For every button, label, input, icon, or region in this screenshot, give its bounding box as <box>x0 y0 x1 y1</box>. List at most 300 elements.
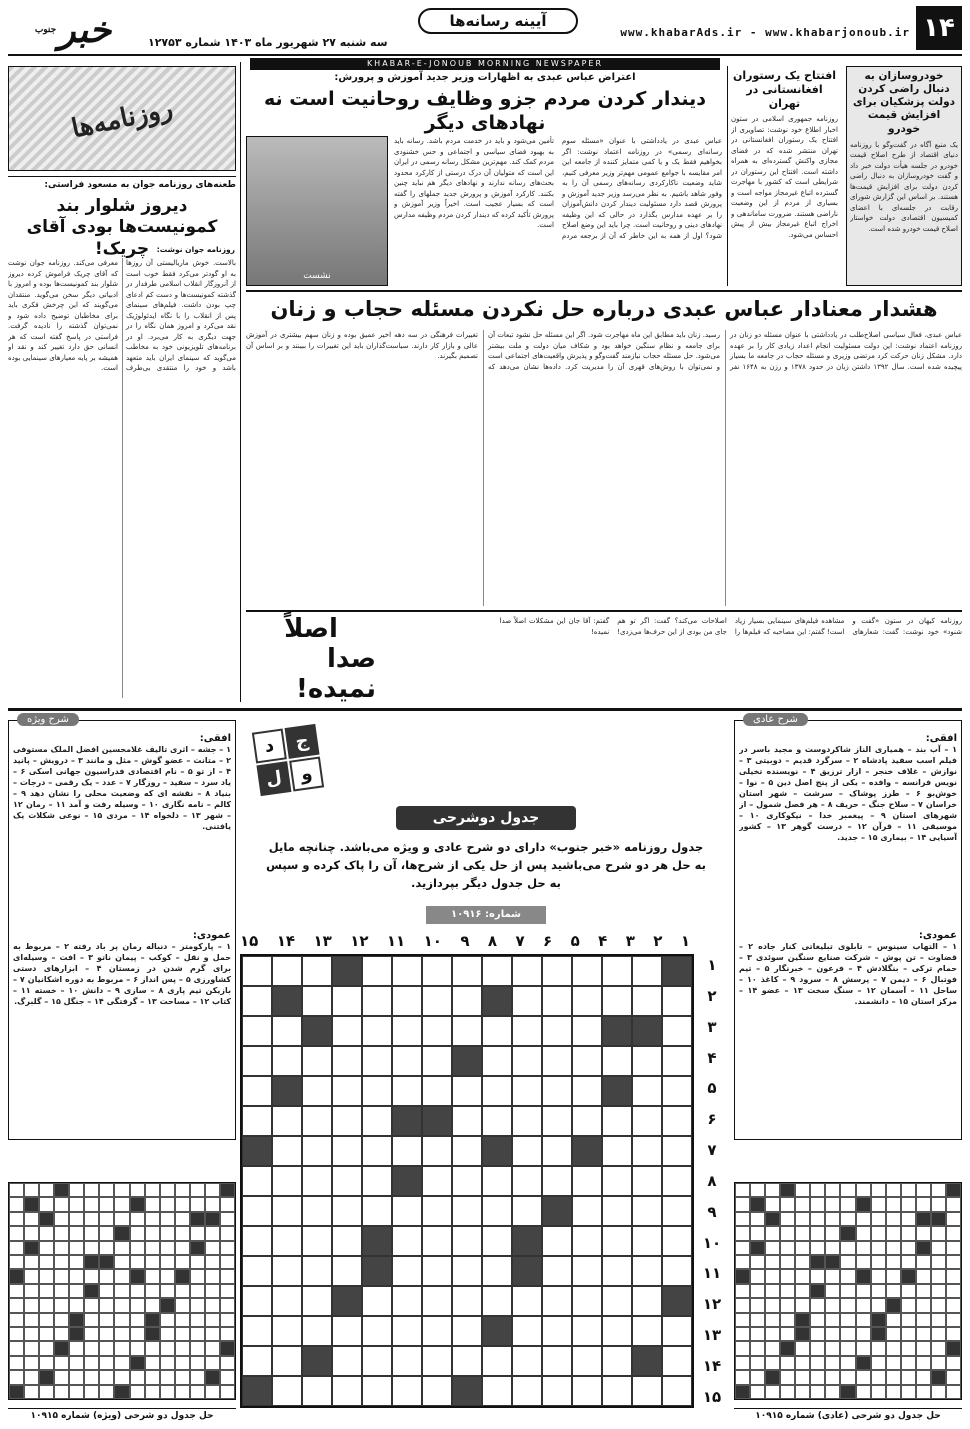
solution-cell <box>901 1241 916 1255</box>
grid-cell[interactable] <box>542 1286 572 1316</box>
grid-cell[interactable] <box>512 1196 542 1226</box>
grid-cell[interactable] <box>482 956 512 986</box>
grid-cell[interactable] <box>542 956 572 986</box>
grid-cell[interactable] <box>332 1226 362 1256</box>
grid-cell[interactable] <box>332 1316 362 1346</box>
grid-cell[interactable] <box>452 1376 482 1406</box>
grid-cell[interactable] <box>242 1196 272 1226</box>
grid-cell[interactable] <box>332 1196 362 1226</box>
grid-cell[interactable] <box>572 1106 602 1136</box>
grid-cell[interactable] <box>452 1166 482 1196</box>
grid-cell[interactable] <box>662 1316 692 1346</box>
solution-cell <box>765 1313 780 1327</box>
grid-cell[interactable] <box>362 1316 392 1346</box>
grid-cell[interactable] <box>602 1106 632 1136</box>
grid-cell[interactable] <box>452 956 482 986</box>
grid-cell[interactable] <box>572 1226 602 1256</box>
solution-cell <box>190 1197 205 1211</box>
solution-cell <box>54 1197 69 1211</box>
grid-cell[interactable] <box>272 1076 302 1106</box>
grid-cell[interactable] <box>632 1136 662 1166</box>
crossword-grid[interactable] <box>240 954 694 1408</box>
solution-cell <box>825 1226 840 1240</box>
grid-cell[interactable] <box>632 1106 662 1136</box>
grid-cell[interactable] <box>602 986 632 1016</box>
grid-cell[interactable] <box>422 1346 452 1376</box>
grid-cell[interactable] <box>632 1286 662 1316</box>
solution-cell <box>54 1226 69 1240</box>
solution-cell <box>39 1197 54 1211</box>
grid-cell[interactable] <box>632 956 662 986</box>
grid-cell[interactable] <box>332 1076 362 1106</box>
grid-cell[interactable] <box>242 1256 272 1286</box>
normal-h-title: افقی: <box>925 733 957 744</box>
grid-cell[interactable] <box>662 1346 692 1376</box>
grid-cell[interactable] <box>242 1346 272 1376</box>
grid-cell[interactable] <box>662 1046 692 1076</box>
grid-cell[interactable] <box>542 1346 572 1376</box>
grid-cell[interactable] <box>572 1256 602 1286</box>
grid-cell[interactable] <box>482 1316 512 1346</box>
grid-cell[interactable] <box>272 1166 302 1196</box>
grid-cell[interactable] <box>632 1016 662 1046</box>
grid-cell[interactable] <box>422 1016 452 1046</box>
grid-cell[interactable] <box>632 1376 662 1406</box>
solution-cell <box>160 1313 175 1327</box>
restaurant-body: روزنامه جمهوری اسلامی در ستون اخبار اطلاع خود نوشت: تصاویری از افتتاح یک رستوران افغانستانی در تهران منتشر شده که در فضای مجازی واکنش گسترده‌ای به همراه داشته است. افتتاح این رستوران در شرایطی است که کشور با مهاجرت گسترده اتباع غیرمجاز مواجه است و بسیاری از مردم از این وضعیت ناراضی هستند. ضرورت ساماندهی و اخراج اتباع غیرمجاز بیش از پیش احساس می‌شود. <box>731 115 838 239</box>
grid-cell[interactable] <box>242 1376 272 1406</box>
grid-cell[interactable] <box>302 1016 332 1046</box>
grid-cell[interactable] <box>362 956 392 986</box>
grid-cell[interactable] <box>632 1256 662 1286</box>
grid-cell[interactable] <box>512 1046 542 1076</box>
solution-cell <box>886 1370 901 1384</box>
main-body: عباس عبدی در یادداشتی با عنوان «مسئله سوم رسانه‌ای رسمی» در روزنامه اعتماد نوشت: اگر بخواهیم فقط یک و یا کمی متمایز کننده از جامعه این امر مقایسه با جوامع عمومی مهم‌تر وزیر معرفی کنیم، شاید وضعیت ناکارکردی رسانه‌های رسمی آن را به وفور شاهد باشیم. به نظر می‌رسد وزیر جدید آموزش و پرورش قصد دارد مسئولیت دیندار کردن دانش‌آموزان را بر عهده مدارس بگذارد در حالی که این وظیفه نهادهای دینی و روحانیت است. چرا باید این وضع اصلاح شود؟ اول از همه به این خاطر که آن از برجعه مردم تأمین می‌شود و باید در خدمت مردم باشد. رسانه باید به بهبود فضای سیاسی و اجتماعی و حس خشنودی مردم کمک کند. مهم‌ترین مشکل رسانه رسمی در ایران این است که متولیان آن درک درستی از کارکرد محدود بحث‌های رسانه ندارند و نهادهای دیگر هم نباید چنین بکنند. کارکرد آموزش و پرورش جدید جملهای را گفته است که بسیار عجیب است. اخیراً وزیر آموزش و پرورش تأکید کرده که دیندار کردن مردم وظیفه مدارس است. <box>394 137 722 240</box>
grid-cell[interactable] <box>392 1106 422 1136</box>
grid-cell[interactable] <box>662 1226 692 1256</box>
grid-cell[interactable] <box>602 1046 632 1076</box>
solution-cell <box>765 1269 780 1283</box>
grid-cell[interactable] <box>242 1316 272 1346</box>
solution-cell <box>931 1341 946 1355</box>
grid-cell[interactable] <box>662 1076 692 1106</box>
grid-cell[interactable] <box>482 1346 512 1376</box>
grid-cell[interactable] <box>602 1166 632 1196</box>
grid-cell[interactable] <box>272 1106 302 1136</box>
grid-cell[interactable] <box>332 1376 362 1406</box>
grid-cell[interactable] <box>272 1136 302 1166</box>
grid-cell[interactable] <box>542 1256 572 1286</box>
grid-cell[interactable] <box>512 956 542 986</box>
solution-cell <box>69 1241 84 1255</box>
grid-cell[interactable] <box>542 986 572 1016</box>
grid-cell[interactable] <box>362 1106 392 1136</box>
solution-cell <box>946 1183 961 1197</box>
grid-cell[interactable] <box>452 1196 482 1226</box>
row-num: ۴ <box>707 1048 717 1067</box>
solution-cell <box>795 1341 810 1355</box>
grid-cell[interactable] <box>302 1226 332 1256</box>
grid-cell[interactable] <box>452 1046 482 1076</box>
grid-cell[interactable] <box>272 956 302 986</box>
grid-cell[interactable] <box>662 956 692 986</box>
grid-cell[interactable] <box>542 1376 572 1406</box>
grid-cell[interactable] <box>482 1106 512 1136</box>
grid-cell[interactable] <box>452 1286 482 1316</box>
solution-cell <box>871 1255 886 1269</box>
grid-cell[interactable] <box>302 1316 332 1346</box>
grid-cell[interactable] <box>392 986 422 1016</box>
solution-grid-normal <box>734 1182 962 1400</box>
solution-cell <box>810 1212 825 1226</box>
column-numbers <box>240 932 690 950</box>
grid-cell[interactable] <box>632 1046 662 1076</box>
solution-cell <box>780 1385 795 1399</box>
grid-cell[interactable] <box>512 1076 542 1106</box>
grid-cell[interactable] <box>602 1316 632 1346</box>
grid-cell[interactable] <box>272 1376 302 1406</box>
grid-cell[interactable] <box>422 1286 452 1316</box>
grid-cell[interactable] <box>452 1016 482 1046</box>
grid-cell[interactable] <box>362 1286 392 1316</box>
grid-cell[interactable] <box>422 1256 452 1286</box>
warning-body: عباس عبدی، فعال سیاسی اصلاح‌طلب در یادداشتی با عنوان مسئله دو زنان در روزنامه اعتماد نوشت: این دولت مسئولیت انجام اعداد زیادی کار را بر عهده دارد. مشکل زنان حرکت کرد مرتضی وزیری و مسئله حجاب در جامعه ما بسیار پیچیده شده است. سال ۱۳۹۲ داشتن زبان در حدود ۱۳۷۸ و رزن به ۱۶۴۸ نفر رسید. زنان باید مطابق این ماه مهاجرت شود. اگر این مسئله حل نشود تبعات آن برای جامعه و نظام سنگین خواهد بود و شکاف میان دولت و ملت بیشتر می‌شود. حل مسئله حجاب نیازمند گفت‌وگو و پذیرش واقعیت‌های اجتماعی است و نمی‌توان با روش‌های قهری آن را مدیریت کرد. داده‌ها نشان می‌دهد که تغییرات فرهنگی در سه دهه اخیر عمیق بوده و زنان سهم بیشتری در آموزش عالی و بازار کار دارند. سیاست‌گذاران باید این تغییرات را ببینند و بر اساس آن تصمیم بگیرند. <box>246 331 962 371</box>
grid-cell[interactable] <box>362 986 392 1016</box>
grid-cell[interactable] <box>602 1196 632 1226</box>
grid-cell[interactable] <box>422 1136 452 1166</box>
grid-cell[interactable] <box>362 1136 392 1166</box>
grid-cell[interactable] <box>542 1166 572 1196</box>
grid-cell[interactable] <box>572 1316 602 1346</box>
solution-cell <box>916 1356 931 1370</box>
solution-cell <box>735 1356 750 1370</box>
grid-cell[interactable] <box>542 1046 572 1076</box>
grid-cell[interactable] <box>242 1106 272 1136</box>
grid-cell[interactable] <box>542 1106 572 1136</box>
grid-cell[interactable] <box>512 1226 542 1256</box>
solution-cell <box>39 1313 54 1327</box>
grid-cell[interactable] <box>332 1136 362 1166</box>
solution-cell <box>765 1356 780 1370</box>
grid-cell[interactable] <box>242 1226 272 1256</box>
solution-cell <box>9 1356 24 1370</box>
grid-cell[interactable] <box>392 1136 422 1166</box>
grid-cell[interactable] <box>422 1316 452 1346</box>
grid-cell[interactable] <box>422 956 452 986</box>
grid-cell[interactable] <box>632 1076 662 1106</box>
solution-cell <box>856 1197 871 1211</box>
grid-cell[interactable] <box>242 1046 272 1076</box>
solution-cell <box>871 1298 886 1312</box>
grid-cell[interactable] <box>572 986 602 1016</box>
grid-cell[interactable] <box>662 1106 692 1136</box>
grid-cell[interactable] <box>602 1136 632 1166</box>
grid-cell[interactable] <box>362 1076 392 1106</box>
grid-cell[interactable] <box>422 1376 452 1406</box>
grid-cell[interactable] <box>662 1016 692 1046</box>
solution-cell <box>220 1298 235 1312</box>
solution-cell <box>24 1327 39 1341</box>
solution-cell <box>9 1284 24 1298</box>
solution-cell <box>145 1313 160 1327</box>
grid-cell[interactable] <box>272 1316 302 1346</box>
grid-cell[interactable] <box>422 1076 452 1106</box>
grid-cell[interactable] <box>332 986 362 1016</box>
solution-cell <box>175 1385 190 1399</box>
grid-cell[interactable] <box>662 986 692 1016</box>
grid-cell[interactable] <box>512 1136 542 1166</box>
grid-cell[interactable] <box>602 1016 632 1046</box>
grid-cell[interactable] <box>332 1256 362 1286</box>
grid-cell[interactable] <box>632 986 662 1016</box>
grid-cell[interactable] <box>482 1256 512 1286</box>
solution-cell <box>886 1212 901 1226</box>
grid-cell[interactable] <box>242 1016 272 1046</box>
grid-cell[interactable] <box>572 1196 602 1226</box>
solution-cell <box>750 1241 765 1255</box>
grid-cell[interactable] <box>302 1256 332 1286</box>
grid-cell[interactable] <box>302 1376 332 1406</box>
grid-cell[interactable] <box>452 1316 482 1346</box>
grid-cell[interactable] <box>542 1136 572 1166</box>
grid-cell[interactable] <box>602 1346 632 1376</box>
grid-cell[interactable] <box>392 1046 422 1076</box>
grid-cell[interactable] <box>302 1136 332 1166</box>
solution-cell <box>99 1255 114 1269</box>
grid-cell[interactable] <box>632 1316 662 1346</box>
grid-cell[interactable] <box>422 1166 452 1196</box>
grid-cell[interactable] <box>362 1196 392 1226</box>
grid-cell[interactable] <box>362 1046 392 1076</box>
grid-cell[interactable] <box>512 1166 542 1196</box>
solution-cell <box>84 1212 99 1226</box>
solution-cell <box>99 1385 114 1399</box>
grid-cell[interactable] <box>302 1166 332 1196</box>
newspapers-photo-caption: روزنامه‌ها <box>68 93 176 144</box>
grid-cell[interactable] <box>272 1256 302 1286</box>
grid-cell[interactable] <box>482 1286 512 1316</box>
solution-cell <box>160 1341 175 1355</box>
grid-cell[interactable] <box>392 1256 422 1286</box>
grid-cell[interactable] <box>302 956 332 986</box>
grid-cell[interactable] <box>452 986 482 1016</box>
grid-cell[interactable] <box>572 1076 602 1106</box>
col-num: ۱۱ <box>386 932 406 950</box>
solution-cell <box>190 1255 205 1269</box>
grid-cell[interactable] <box>602 1256 632 1286</box>
grid-cell[interactable] <box>572 1286 602 1316</box>
solution-cell <box>886 1197 901 1211</box>
grid-cell[interactable] <box>242 956 272 986</box>
grid-cell[interactable] <box>632 1226 662 1256</box>
grid-cell[interactable] <box>662 1286 692 1316</box>
grid-cell[interactable] <box>632 1166 662 1196</box>
solution-cell <box>175 1183 190 1197</box>
grid-cell[interactable] <box>662 1196 692 1226</box>
grid-cell[interactable] <box>602 1286 632 1316</box>
solution-cell <box>130 1241 145 1255</box>
grid-cell[interactable] <box>482 1226 512 1256</box>
grid-cell[interactable] <box>512 1346 542 1376</box>
grid-cell[interactable] <box>392 1076 422 1106</box>
col-num: ۶ <box>543 932 553 950</box>
grid-cell[interactable] <box>272 1016 302 1046</box>
solution-cell <box>205 1269 220 1283</box>
solution-cell <box>69 1284 84 1298</box>
grid-cell[interactable] <box>242 1076 272 1106</box>
grid-cell[interactable] <box>392 1346 422 1376</box>
grid-cell[interactable] <box>392 1166 422 1196</box>
grid-cell[interactable] <box>482 986 512 1016</box>
grid-cell[interactable] <box>302 1346 332 1376</box>
logo-sub: جنوب <box>34 25 57 35</box>
grid-cell[interactable] <box>482 1016 512 1046</box>
grid-cell[interactable] <box>512 1016 542 1046</box>
grid-cell[interactable] <box>422 1106 452 1136</box>
solution-cell <box>9 1241 24 1255</box>
solution-cell <box>54 1269 69 1283</box>
grid-cell[interactable] <box>662 1166 692 1196</box>
solution-cell <box>54 1341 69 1355</box>
grid-cell[interactable] <box>302 986 332 1016</box>
grid-cell[interactable] <box>272 1046 302 1076</box>
grid-cell[interactable] <box>392 1316 422 1346</box>
grid-cell[interactable] <box>452 1106 482 1136</box>
grid-cell[interactable] <box>572 1166 602 1196</box>
grid-cell[interactable] <box>332 956 362 986</box>
solution-cell <box>750 1370 765 1384</box>
grid-cell[interactable] <box>392 1226 422 1256</box>
grid-cell[interactable] <box>662 1376 692 1406</box>
grid-cell[interactable] <box>452 1226 482 1256</box>
solution-cell <box>765 1298 780 1312</box>
solution-cell <box>856 1327 871 1341</box>
grid-cell[interactable] <box>572 1016 602 1046</box>
grid-cell[interactable] <box>392 1376 422 1406</box>
grid-cell[interactable] <box>572 1346 602 1376</box>
grid-cell[interactable] <box>302 1046 332 1076</box>
grid-cell[interactable] <box>512 1286 542 1316</box>
grid-cell[interactable] <box>272 1346 302 1376</box>
grid-cell[interactable] <box>602 1076 632 1106</box>
grid-cell[interactable] <box>572 956 602 986</box>
grid-cell[interactable] <box>242 1136 272 1166</box>
grid-cell[interactable] <box>302 1196 332 1226</box>
grid-cell[interactable] <box>482 1076 512 1106</box>
grid-cell[interactable] <box>392 1196 422 1226</box>
grid-cell[interactable] <box>332 1016 362 1046</box>
grid-cell[interactable] <box>392 1016 422 1046</box>
grid-cell[interactable] <box>362 1376 392 1406</box>
grid-cell[interactable] <box>542 1316 572 1346</box>
grid-cell[interactable] <box>542 1196 572 1226</box>
row-num: ۷ <box>707 1141 717 1160</box>
grid-cell[interactable] <box>362 1166 392 1196</box>
grid-cell[interactable] <box>422 1226 452 1256</box>
grid-cell[interactable] <box>332 1286 362 1316</box>
grid-cell[interactable] <box>632 1196 662 1226</box>
grid-cell[interactable] <box>302 1106 332 1136</box>
grid-cell[interactable] <box>422 986 452 1016</box>
grid-cell[interactable] <box>272 1226 302 1256</box>
grid-cell[interactable] <box>602 956 632 986</box>
solution-cell <box>114 1269 129 1283</box>
grid-cell[interactable] <box>602 1226 632 1256</box>
grid-cell[interactable] <box>272 1196 302 1226</box>
grid-cell[interactable] <box>512 1316 542 1346</box>
grid-cell[interactable] <box>452 1076 482 1106</box>
grid-cell[interactable] <box>422 1046 452 1076</box>
grid-cell[interactable] <box>452 1346 482 1376</box>
solution-cell <box>175 1241 190 1255</box>
grid-cell[interactable] <box>242 986 272 1016</box>
grid-cell[interactable] <box>512 986 542 1016</box>
grid-cell[interactable] <box>482 1196 512 1226</box>
grid-cell[interactable] <box>482 1376 512 1406</box>
solution-cell <box>84 1356 99 1370</box>
grid-cell[interactable] <box>272 986 302 1016</box>
solution-cell <box>160 1241 175 1255</box>
grid-cell[interactable] <box>332 1106 362 1136</box>
grid-cell[interactable] <box>242 1286 272 1316</box>
grid-cell[interactable] <box>332 1166 362 1196</box>
grid-cell[interactable] <box>362 1256 392 1286</box>
grid-cell[interactable] <box>572 1046 602 1076</box>
grid-cell[interactable] <box>662 1136 692 1166</box>
website-url[interactable]: www.khabarAds.ir - www.khabarjonoub.ir <box>620 26 910 39</box>
grid-cell[interactable] <box>512 1106 542 1136</box>
grid-cell[interactable] <box>572 1376 602 1406</box>
grid-cell[interactable] <box>572 1136 602 1166</box>
grid-cell[interactable] <box>332 1346 362 1376</box>
solution-cell <box>946 1255 961 1269</box>
grid-cell[interactable] <box>452 1256 482 1286</box>
grid-cell[interactable] <box>392 956 422 986</box>
solution-cell <box>946 1327 961 1341</box>
solution-cell <box>735 1183 750 1197</box>
grid-cell[interactable] <box>302 1076 332 1106</box>
grid-cell[interactable] <box>542 1016 572 1046</box>
grid-cell[interactable] <box>362 1226 392 1256</box>
grid-cell[interactable] <box>542 1226 572 1256</box>
grid-cell[interactable] <box>452 1136 482 1166</box>
grid-cell[interactable] <box>542 1076 572 1106</box>
grid-cell[interactable] <box>392 1286 422 1316</box>
grid-cell[interactable] <box>632 1346 662 1376</box>
grid-cell[interactable] <box>662 1256 692 1286</box>
grid-cell[interactable] <box>362 1016 392 1046</box>
grid-cell[interactable] <box>362 1346 392 1376</box>
grid-cell[interactable] <box>512 1256 542 1286</box>
grid-cell[interactable] <box>482 1046 512 1076</box>
restaurant-box <box>727 66 841 286</box>
grid-cell[interactable] <box>272 1286 302 1316</box>
grid-cell[interactable] <box>602 1376 632 1406</box>
grid-cell[interactable] <box>302 1286 332 1316</box>
grid-cell[interactable] <box>422 1196 452 1226</box>
grid-cell[interactable] <box>332 1046 362 1076</box>
solution-cell <box>205 1183 220 1197</box>
grid-cell[interactable] <box>482 1166 512 1196</box>
solution-cell <box>750 1212 765 1226</box>
solution-cell <box>765 1183 780 1197</box>
grid-cell[interactable] <box>512 1376 542 1406</box>
row-num: ۹ <box>707 1202 717 1221</box>
solution-cell <box>160 1298 175 1312</box>
grid-cell[interactable] <box>482 1136 512 1166</box>
grid-cell[interactable] <box>242 1166 272 1196</box>
solution-cell <box>205 1370 220 1384</box>
